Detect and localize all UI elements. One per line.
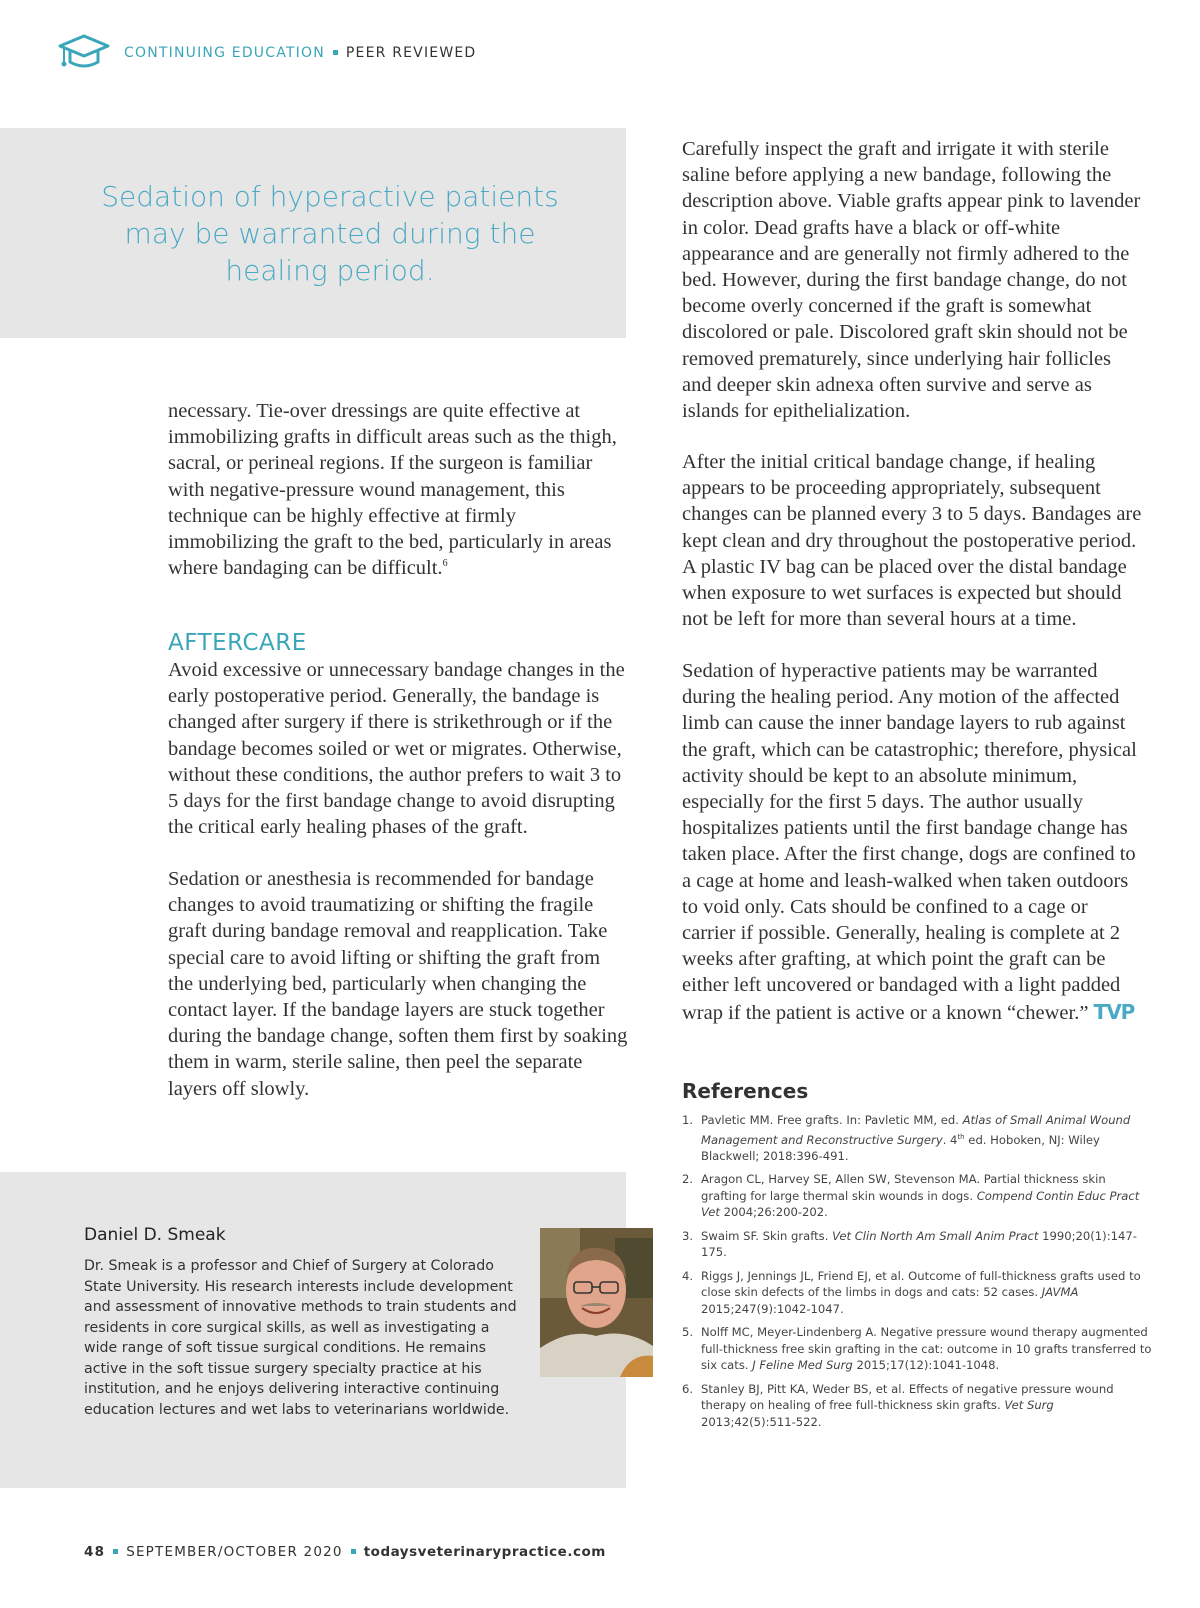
journal-title: J Feline Med Surg (752, 1358, 853, 1373)
reference-item: 1. Pavletic MM. Free grafts. In: Pavletic MM, ed. Atlas of Small Animal Wound Management and Reconstructive Surgery. 4th ed. Hoboken, NJ: Wiley Blackwell; 2018:396-491. (682, 1113, 1131, 1163)
reference-number: 6. (682, 1381, 694, 1396)
references-heading: References (682, 1079, 809, 1103)
author-name: Daniel D. Smeak (84, 1225, 226, 1245)
website-link[interactable]: todaysveterinarypractice.com (363, 1544, 606, 1560)
right-paragraph-2: After the initial critical bandage change, if healing appears to be proceeding appropriately, subsequent changes can be planned every 3 to 5 days. Bandages are kept clean and dry throughout the postoperative period. A plastic IV bag can be placed over the distal bandage when exposure to wet surfaces is expected but should not be left for more than several hours at a time. (682, 451, 1142, 631)
aftercare-paragraph-2: Sedation or anesthesia is recommended for bandage changes to avoid traumatizing or shifting the fragile graft during bandage removal and reapplication. Take special care to avoid lifting or shifting the graft from the underlying bed, particularly when changing the contact layer. If the bandage layers are stuck together during the bandage change, soften them first by soaking them in warm, sterile saline, then peel the separate layers off slowly. (168, 868, 628, 1100)
reference-item: 6. Stanley BJ, Pitt KA, Weder BS, et al. Effects of negative pressure wound therapy on healing of free full-thickness skin grafts. Vet Surg 2013;42(5):511-522. (682, 1381, 1114, 1429)
separator-dot (113, 1549, 118, 1554)
right-paragraph-1: Carefully inspect the graft and irrigate it with sterile saline before applying a new bandage, following the description above. Viable grafts appear pink to lavender in color. Dead grafts have a black or off-white appearance and are generally not firmly adhered to the bed. However, during the first bandage change, do not become overly concerned if the graft is somewhat discolored or pale. Discolored graft skin should not be removed prematurely, since underlying hair follicles and deeper skin adnexa often survive and serve as islands for epithelialization. (682, 138, 1141, 423)
reference-item: 3. Swaim SF. Skin grafts. Vet Clin North Am Small Anim Pract 1990;20(1):147-175. (682, 1228, 1137, 1260)
page-footer (84, 1544, 606, 1560)
references-list (682, 1112, 1152, 1437)
reference-item: 4. Riggs J, Jennings JL, Friend EJ, et al. Outcome of full-thickness grafts used to close skin defects of the limbs in dogs and cats: 52 cases. JAVMA 2015;247(9):1042-1047. (682, 1268, 1141, 1316)
reference-superscript: 6 (442, 558, 448, 570)
journal-title: Compend Contin Educ Pract Vet (701, 1188, 1140, 1220)
reference-number: 2. (682, 1172, 694, 1187)
tvp-end-mark: TVP (1093, 999, 1135, 1024)
pull-quote: Sedation of hyperactive patients may be warranted during the healing period. (101, 180, 559, 287)
reference-number: 1. (682, 1113, 694, 1127)
journal-title: JAVMA (1041, 1285, 1079, 1300)
reference-number: 5. (682, 1325, 694, 1340)
issue-date: SEPTEMBER/OCTOBER 2020 (126, 1544, 343, 1560)
pull-quote-box (0, 128, 626, 338)
subsection-label: PEER REVIEWED (345, 45, 477, 61)
journal-title: Atlas of Small Animal Wound Management and Reconstructive Surgery (701, 1113, 1131, 1147)
section-label: CONTINUING EDUCATION (124, 45, 325, 61)
reference-number: 3. (682, 1228, 694, 1243)
reference-number: 4. (682, 1268, 694, 1283)
author-photo (540, 1228, 653, 1377)
reference-item: 2. Aragon CL, Harvey SE, Allen SW, Stevenson MA. Partial thickness skin grafting for large thermal skin wounds in dogs. Compend Contin Educ Pract Vet 2004;26:200-202. (682, 1172, 1140, 1220)
section-heading-aftercare: AFTERCARE (168, 630, 307, 656)
separator-dot (351, 1549, 356, 1554)
right-paragraph-3: Sedation of hyperactive patients may be warranted during the healing period. Any motion of the affected limb can cause the inner bandage layers to rub against the graft, which can be catastrophic; therefore, physical activity should be kept to an absolute minimum, especially for the first 5 days. The author usually hospitalizes patients until the first bandage change has taken place. After the first change, dogs are confined to a cage at home and leash-walked when taken outdoors to void only. Cats should be confined to a cage or carrier if possible. Generally, healing is complete at 2 weeks after grafting, at which point the graft can be either left uncovered or bandaged with a light padded wrap if the patient is active or a known “chewer.” TVP (682, 660, 1137, 1024)
journal-title: Vet Clin North Am Small Anim Pract (832, 1228, 1039, 1243)
reference-item: 5. Nolff MC, Meyer-Lindenberg A. Negative pressure wound therapy augmented full-thickness free skin grafting in the cat: outcome in 10 grafts transferred to six cats. J Feline Med Surg 2015;17(12):1041-1048. (682, 1325, 1152, 1373)
author-bio-box (0, 1172, 626, 1488)
author-bio: Dr. Smeak is a professor and Chief of Surgery at Colorado State University. His research interests include development and assessment of innovative methods to train students and residents in core surgical skills, as well as investigating a wide range of soft tissue surgical conditions. He remains active in the soft tissue surgery specialty practice at his institution, and he enjoys delivering interactive continuing education lectures and wet labs to veterinarians worldwide. (84, 1258, 517, 1418)
journal-title: Vet Surg (1004, 1398, 1054, 1413)
intro-paragraph: necessary. Tie-over dressings are quite effective at immobilizing grafts in difficult areas such as the thigh, sacral, or perineal regions. If the surgeon is familiar with negative-pressure wound management, this technique can be highly effective at firmly immobilizing the graft to the bed, particularly in areas where bandaging can be difficult.$^6$ (168, 400, 617, 580)
section-header (124, 45, 476, 61)
separator-dot (333, 50, 338, 55)
page-number: 48 (84, 1544, 106, 1560)
aftercare-paragraph-1: Avoid excessive or unnecessary bandage changes in the early postoperative period. Generally, the bandage is changed after surgery if there is strikethrough or if the bandage becomes soiled or wet or migrates. Otherwise, without these conditions, the author prefers to wait 3 to 5 days for the first bandage change to avoid disrupting the critical early healing phases of the graft. (168, 659, 625, 839)
graduation-cap-icon (56, 32, 112, 72)
